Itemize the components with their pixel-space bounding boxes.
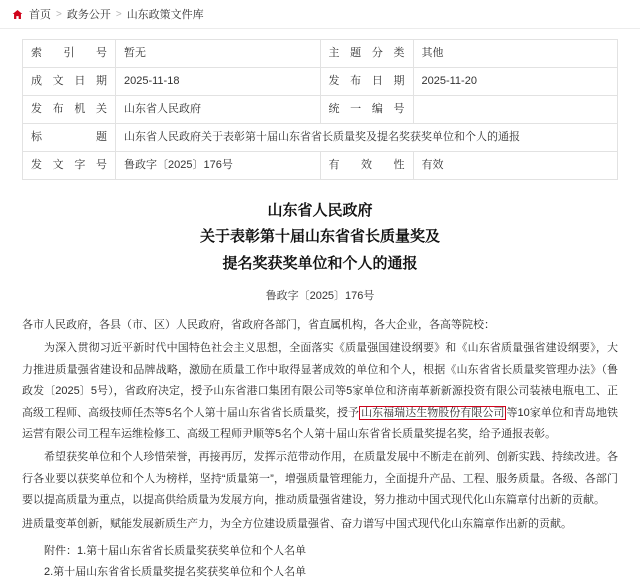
attachment-item-1[interactable]: 1.第十届山东省省长质量奖获奖单位和个人名单 xyxy=(77,545,307,558)
home-icon xyxy=(12,9,23,20)
attachments xyxy=(0,541,640,583)
meta-value-unified-number xyxy=(413,96,618,124)
attachment-line-2 xyxy=(22,562,618,583)
meta-label-title: 标 题 xyxy=(23,124,116,152)
meta-label-issuing-authority: 发布机关 xyxy=(23,96,116,124)
table-row xyxy=(23,68,618,96)
meta-label-topic-category: 主题分类 xyxy=(320,40,413,68)
breadcrumb-item-home[interactable]: 首页 xyxy=(29,9,51,21)
para1-part-a: 为深入贯彻习近平新时代中国特色社会主义思想，全面落实 xyxy=(44,342,334,355)
table-row xyxy=(23,152,618,180)
meta-label-doc-number: 发文字号 xyxy=(23,152,116,180)
paragraph-3: 进质量变革创新，赋能发展新质生产力，为全方位建设质量强省、奋力谱写中国式现代化山东篇章作出新的贡献。 xyxy=(22,517,572,530)
breadcrumb-item-government-disclosure[interactable]: 政务公开 xyxy=(66,9,111,21)
meta-value-title: 山东省人民政府关于表彰第十届山东省省长质量奖及提名奖获奖单位和个人的通报 xyxy=(116,124,618,152)
meta-value-written-date: 2025-11-18 xyxy=(116,68,321,96)
doc-number: 鲁政字〔2025〕176号 xyxy=(265,289,375,302)
para1-part-e: （鲁政发〔2025〕5号），省政府决定，授予山东省港口集团有限公司等5家单位和济南革新新源投资有限公司装裱电瓶电工、正高级工程师、高级技师任杰等5名个人第十届山东省省长质量奖，授予 xyxy=(22,363,619,419)
highlighted-company-name: 山东福瑞达生物股份有限公司 xyxy=(361,406,505,419)
meta-value-publish-date: 2025-11-20 xyxy=(413,68,618,96)
document-body xyxy=(0,315,640,535)
paragraph-1 xyxy=(22,338,618,445)
para1-part-c: ，大力推进质量强省建设和品牌战略，激励在质量工作中取得显著成效的单位和个人，根据 xyxy=(22,342,619,376)
attachment-item-2[interactable]: 2.第十届山东省省长质量奖提名奖获奖单位和个人名单 xyxy=(44,566,307,579)
doc-title-line-1: 山东省人民政府 xyxy=(267,202,373,219)
attachments-label: 附件： xyxy=(44,545,77,558)
attachment-line-1 xyxy=(22,541,618,562)
table-row xyxy=(23,96,618,124)
meta-value-issuing-authority: 山东省人民政府 xyxy=(116,96,321,124)
meta-value-index-number: 暂无 xyxy=(116,40,321,68)
breadcrumb-separator: > xyxy=(56,8,62,20)
doc-title-line-2: 关于表彰第十届山东省省长质量奖及 xyxy=(199,228,440,246)
meta-label-index-number: 索 引 号 xyxy=(23,40,116,68)
paragraph-2: 希望获奖单位和个人珍惜荣誉，再接再厉，发挥示范带动作用，在质量发展中不断走在前列、创新实践、持续改进。各行各业要以获奖单位和个人为榜样，坚持“质量第一”，增强质量管理能力，全面提升产品、工程、服务质量。各级、各部门要以提高质量为重点，以提高供给质量为发展方向，推动质量强省建设，努力推动中国式现代化山东篇章付出新的贡献。 xyxy=(22,451,618,507)
document-meta-table xyxy=(22,39,618,180)
breadcrumb xyxy=(0,0,640,29)
table-row xyxy=(23,40,618,68)
salutation: 各市人民政府，各县（市、区）人民政府，省政府各部门，省直属机构，各大企业，各高等院校： xyxy=(22,318,495,331)
meta-value-doc-number: 鲁政字〔2025〕176号 xyxy=(116,152,321,180)
meta-label-publish-date: 发布日期 xyxy=(320,68,413,96)
breadcrumb-separator-2: > xyxy=(115,8,122,20)
meta-label-validity: 有 效 性 xyxy=(320,152,413,180)
para1-part-f: 等10家单位和青岛地铁运营有限公司工程车运维检修工、高级工程师尹顺等5名个人第十届山东省省长质量奖提名奖，给予通报表彰。 xyxy=(22,406,618,440)
meta-value-validity: 有效 xyxy=(413,152,618,180)
para1-part-d: 《山东省省长质量奖管理办法》 xyxy=(445,363,602,376)
meta-value-topic-category: 其他 xyxy=(413,40,618,68)
meta-label-written-date: 成文日期 xyxy=(23,68,116,96)
table-row xyxy=(23,124,618,152)
page-title xyxy=(0,198,640,277)
doc-title-line-3: 提名奖获奖单位和个人的通报 xyxy=(222,254,418,272)
breadcrumb-item-policy-library[interactable]: 山东政策文件库 xyxy=(126,9,204,21)
para1-part-b: 《质量强国建设纲要》和《山东省质量强省建设纲要》 xyxy=(333,342,596,355)
document-meta-table-wrap xyxy=(0,29,640,180)
meta-label-unified-number: 统一编号 xyxy=(320,96,413,124)
